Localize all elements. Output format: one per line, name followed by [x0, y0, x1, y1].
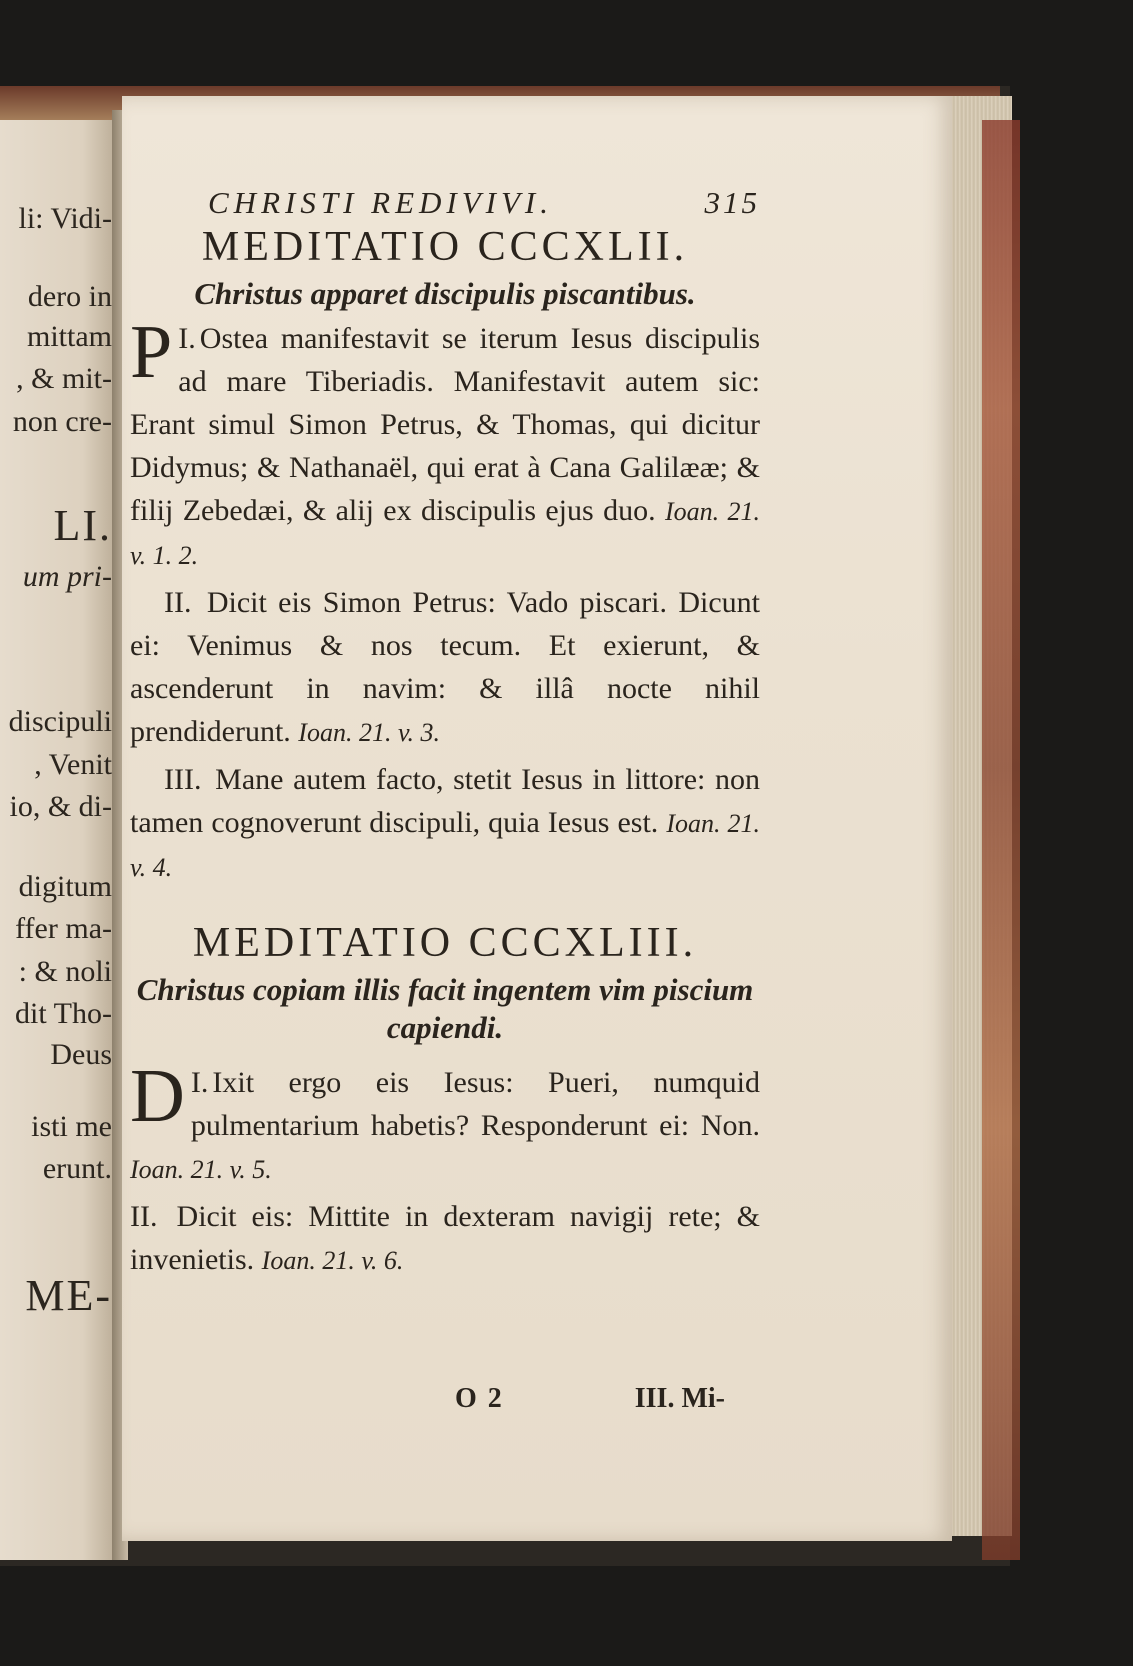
- paragraph-text: Mane autem facto, stetit Iesus in littore: non tamen cognoverunt discipuli, quia Iesus est.: [130, 763, 761, 839]
- left-page-fragment: erunt.: [42, 1152, 112, 1185]
- page-number: 315: [704, 185, 760, 220]
- left-page-fragment: LI.: [53, 501, 112, 550]
- left-page-fragment: non cre-: [12, 405, 112, 438]
- meditation-342-paragraph-1: [130, 310, 761, 577]
- left-page: [0, 120, 118, 1560]
- right-page-text: [130, 185, 760, 1282]
- meditation-342-paragraph-3: [130, 758, 760, 889]
- paragraph-text: Dicit eis Simon Petrus: Vado piscari. Dicunt ei: Venimus & nos tecum. Et exierunt, & ascenderunt in navim: & illâ nocte nihil prendiderunt.: [130, 586, 760, 748]
- scripture-reference: Ioan. 21. v. 4.: [130, 809, 760, 882]
- meditation-343-paragraph-2: [130, 1195, 760, 1282]
- paragraph-number: II.: [130, 1200, 158, 1233]
- left-page-fragment: um pri-: [22, 560, 112, 593]
- meditation-342-title: MEDITATIO CCCXLII.: [201, 224, 689, 270]
- meditation-343-title: MEDITATIO CCCXLIII.: [192, 920, 698, 966]
- left-page-fragment: isti me: [31, 1110, 112, 1143]
- paragraph-text: Dicit eis: Mittite in dexteram navigij rete; & invenietis.: [130, 1200, 761, 1276]
- meditation-343-subtitle: Christus copiam illis facit ingentem vim piscium capiendi.: [136, 972, 754, 1045]
- meditation-342-subtitle: Christus apparet discipulis piscantibus.: [194, 276, 696, 311]
- page-footer: [455, 1383, 725, 1415]
- left-page-fragment: ME-: [25, 1271, 112, 1320]
- meditation-343-paragraph-1: [130, 1054, 760, 1191]
- drop-cap: P: [130, 310, 173, 394]
- scripture-reference: Ioan. 21. v. 5.: [130, 1155, 272, 1184]
- left-page-fragment: dero in: [27, 280, 112, 313]
- meditation-342-paragraph-2: [130, 581, 760, 754]
- signature-mark: O 2: [455, 1383, 504, 1414]
- paragraph-text: Ixit ergo eis Iesus: Pueri, numquid pulmentarium habetis? Responderunt ei: Non.: [190, 1066, 760, 1142]
- running-head: [130, 185, 760, 221]
- drop-cap: D: [130, 1054, 185, 1138]
- paragraph-number: I.: [190, 1066, 209, 1099]
- left-page-fragment: discipuli: [8, 705, 112, 738]
- catchword: III. Mi-: [634, 1383, 725, 1414]
- left-page-fragment: Deus: [50, 1038, 112, 1071]
- left-page-fragment: ffer ma-: [15, 912, 112, 945]
- left-page-fragment: mittam: [27, 320, 112, 353]
- paragraph-number: I.: [178, 322, 196, 355]
- scripture-reference: Ioan. 21. v. 3.: [298, 718, 441, 747]
- scripture-reference: Ioan. 21. v. 1. 2.: [130, 497, 761, 570]
- paragraph-number: III.: [164, 763, 202, 796]
- left-page-fragment: li: Vidi-: [18, 202, 112, 235]
- book-cover-edge: [982, 120, 1020, 1560]
- left-page-fragment: dit Tho-: [15, 997, 112, 1030]
- left-page-fragment: , Venit: [34, 748, 112, 781]
- left-page-fragment: digitum: [18, 870, 112, 903]
- running-head-title: CHRISTI REDIVIVI.: [208, 185, 553, 220]
- left-page-fragment: io, & di-: [9, 790, 112, 823]
- scripture-reference: Ioan. 21. v. 6.: [261, 1246, 404, 1275]
- paragraph-text: Ostea manifestavit se iterum Iesus discipulis ad mare Tiberiadis. Manifestavit autem sic: Erant simul Simon Petrus, & Thomas, qui dicitur Didymus; & Nathanaël, qui erat à Cana Galilææ; & filij Zebedæi, & alij ex discipulis ejus duo.: [130, 322, 760, 527]
- paragraph-number: II.: [164, 586, 192, 619]
- left-page-fragment: , & mit-: [16, 362, 112, 395]
- left-page-fragment: : & noli: [18, 955, 112, 988]
